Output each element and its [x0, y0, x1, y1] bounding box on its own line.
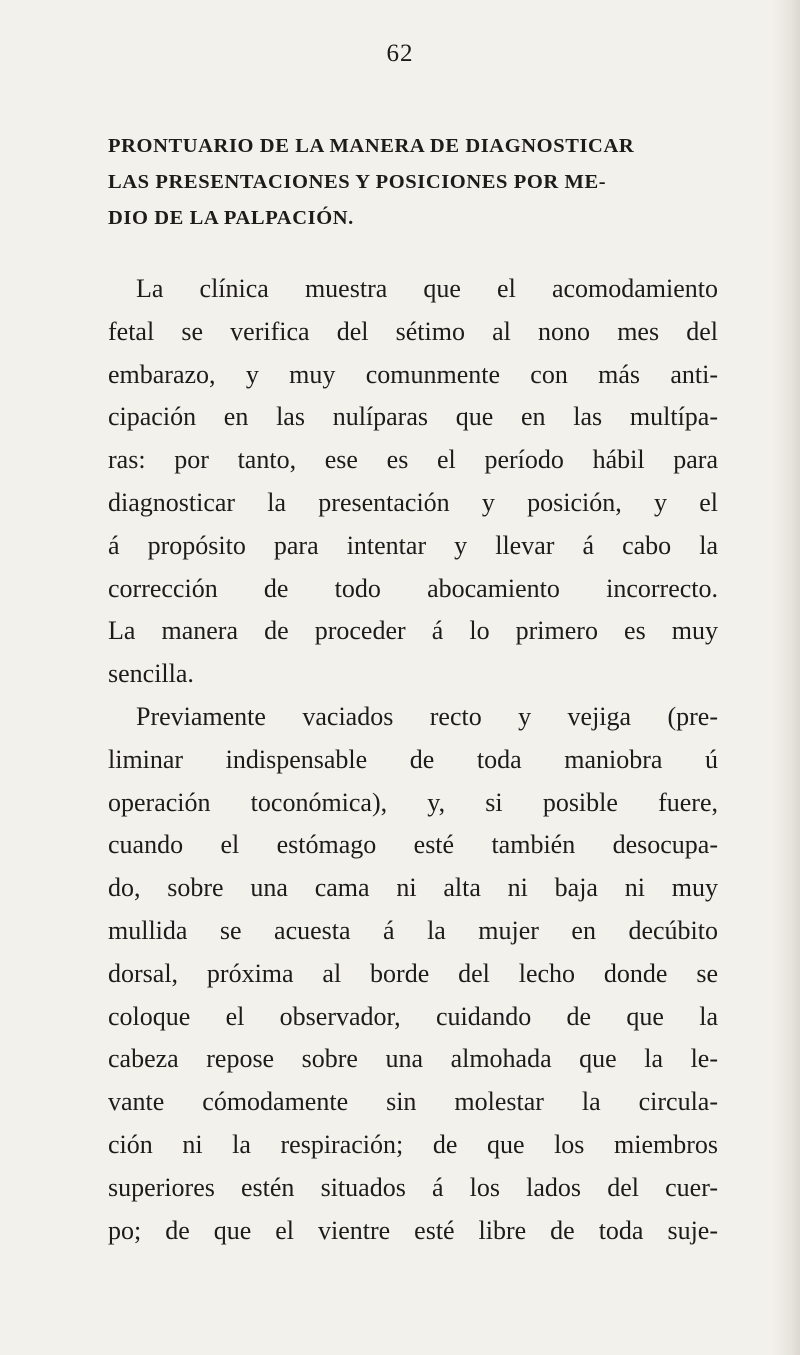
text-line: sencilla.: [108, 659, 194, 689]
text-line: embarazo, y muy comunmente con más anti-: [108, 359, 718, 389]
text-line: cabeza repose sobre una almohada que la le-: [108, 1044, 718, 1074]
text-line: operación toconómica), y, si posible fuere,: [108, 787, 718, 817]
paragraph-2: [108, 696, 718, 1252]
text-line: cuando el estómago esté también desocupa-: [108, 830, 718, 860]
text-line: La clínica muestra que el acomodamiento: [136, 274, 718, 303]
text-line: do, sobre una cama ni alta ni baja ni muy: [108, 873, 718, 903]
paragraph-1: [108, 268, 718, 696]
text-line: ras: por tanto, ese es el período hábil para: [108, 445, 718, 475]
text-line: coloque el observador, cuidando de que la: [108, 1001, 718, 1031]
text-line: po; de que el vientre esté libre de toda suje-: [108, 1215, 718, 1245]
text-line: liminar indispensable de toda maniobra ú: [108, 744, 718, 774]
text-line: diagnosticar la presentación y posición, y el: [108, 487, 718, 517]
text-line: dorsal, próxima al borde del lecho donde se: [108, 958, 718, 988]
text-line: Previamente vaciados recto y vejiga (pre-: [136, 701, 718, 731]
page-number: 62: [386, 40, 414, 67]
text-line: ción ni la respiración; de que los miembros: [108, 1129, 718, 1159]
text-line: corrección de todo abocamiento incorrecto.: [108, 573, 718, 603]
body-text: [108, 268, 718, 1252]
text-line: á propósito para intentar y llevar á cabo la: [108, 530, 718, 560]
heading-line: DIO DE LA PALPACIÓN.: [108, 207, 354, 229]
text-line: fetal se verifica del sétimo al nono mes del: [108, 316, 718, 346]
text-line: vante cómodamente sin molestar la circula-: [108, 1087, 718, 1117]
heading-line: PRONTUARIO DE LA MANERA DE DIAGNOSTICAR: [108, 135, 635, 157]
text-line: cipación en las nulíparas que en las multípa-: [108, 402, 718, 432]
page-edge-shadow: [772, 0, 800, 1355]
text-line: superiores estén situados á los lados del cuer-: [108, 1172, 718, 1202]
heading-line: LAS PRESENTACIONES Y POSICIONES POR ME-: [108, 171, 607, 193]
text-line: La manera de proceder á lo primero es muy: [108, 616, 718, 646]
section-heading: [108, 128, 728, 236]
text-line: mullida se acuesta á la mujer en decúbito: [108, 915, 718, 945]
